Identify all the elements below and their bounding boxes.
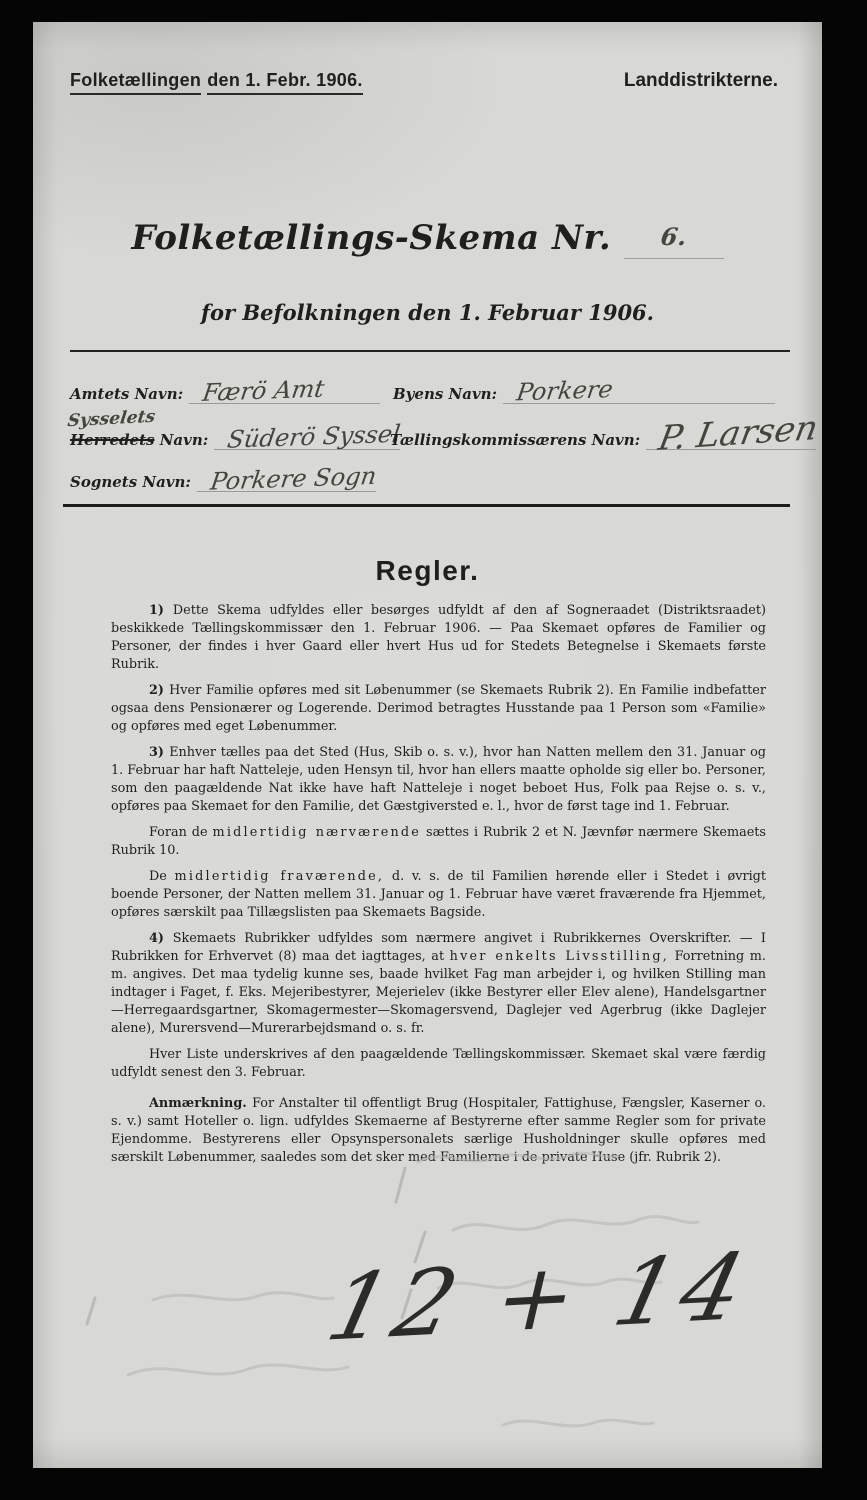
herredets-navn-label xyxy=(66,406,209,449)
herredets-label-suffix: Navn: xyxy=(159,431,209,449)
kommissaerens-navn-label: Tællingskommissærens Navn: xyxy=(390,431,641,449)
rules-paragraphs xyxy=(111,602,766,1175)
rule-paragraph: De midlertidig fraværende, d. v. s. de til Familien hørende eller i Stedet i øvrigt boende Personer, der Natten mellem 31. Januar og 1. Februar have været fraværende fra Hjemmet, opføres særskilt paa Tillægslisten paa Skemaets Bagside. xyxy=(111,869,767,920)
form-subtitle: for Befolkningen den 1. Februar 1906. xyxy=(201,300,654,325)
sognets-navn-label: Sognets Navn: xyxy=(70,473,191,491)
page-header xyxy=(70,70,778,92)
form-number-handwritten: 6. xyxy=(658,222,689,251)
byens-navn-handwritten-value: Porkere xyxy=(514,375,615,407)
sognets-navn-value-line xyxy=(197,461,379,496)
rules-heading: Regler. xyxy=(375,555,480,586)
sognets-navn-handwritten-value: Porkere Sogn xyxy=(208,461,379,496)
horizontal-rule-bottom xyxy=(63,504,790,507)
herredets-struck-word: Herredets xyxy=(70,431,155,449)
field-sognets-navn xyxy=(70,461,379,496)
herredets-navn-value-line xyxy=(214,419,403,454)
handwritten-sum: 12 + 14 xyxy=(317,1233,761,1362)
amtets-navn-label: Amtets Navn: xyxy=(70,385,184,403)
sysselets-handwritten-correction: Sysselets xyxy=(66,406,157,432)
kommissaerens-signature: P. Larsen xyxy=(655,408,822,459)
amtets-navn-value-line xyxy=(189,374,380,407)
kommissaerens-navn-value-line xyxy=(646,408,822,459)
field-amtets-navn xyxy=(70,374,380,407)
field-kommissaerens-navn xyxy=(390,408,822,459)
rule-paragraph: 2) Hver Familie opføres med sit Løbenummer (se Skemaets Rubrik 2). En Familie indbefatter ogsaa dens Pensionærer og Logerende. Derimod betragtes Husstande paa 1 Person som «Familie» og opføres med eget Løbenummer. xyxy=(111,683,766,734)
horizontal-rule-top xyxy=(70,350,790,352)
form-title-text: Folketællings-Skema Nr. xyxy=(131,218,612,258)
byens-navn-label: Byens Navn: xyxy=(393,385,498,403)
form-title xyxy=(33,218,822,259)
field-byens-navn xyxy=(393,374,775,407)
scanned-census-form-page xyxy=(33,22,822,1468)
rule-paragraph: 1) Dette Skema udfyldes eller besørges udfyldt af den af Sogneraadet (Distriktsraadet) beskikkede Tællingskommissær den 1. Februar 1906. — Paa Skemaet opføres de Familier og Personer, der findes i hver Gaard eller hvert Hus ud for Stedets Betegnelse i Skemaets første Rubrik. xyxy=(111,603,766,672)
rule-paragraph: 4) Skemaets Rubrikker udfyldes som nærmere angivet i Rubrikkernes Overskrifter. — I Rubrikken for Erhvervet (8) maa det iagttages, at hver enkelts Livsstilling, Forretning m. m. angives. Det maa tydelig kunne ses, baade hvilket Fag man arbejder i, og hvilken Stilling man indtager i Faget, f. Eks. Mejeribestyrer, Mejerielev (ikke Bestyrer eller Elev alene), Handelsgartner—Herregaardsgartner, Skomagermester—Skomagersvend, Daglejer ved Agerbrug (ikke Daglejer alene), Murersvend—Murerarbejdsmand o. s. fr. xyxy=(111,931,766,1036)
herredets-navn-handwritten-value: Süderö Syssel xyxy=(225,419,403,454)
header-left-title xyxy=(70,70,363,92)
byens-navn-value-line xyxy=(503,374,775,407)
field-herredets-navn xyxy=(66,406,403,454)
rule-paragraph: Anmærkning. For Anstalter til offentligt Brug (Hospitaler, Fattighuse, Fængsler, Kaserner o. s. v.) samt Hoteller o. lign. udfyldes Skemaerne af Bestyrerne efter samme Regler som for private Ejendomme. Bestyrerens eller Opsynspersonalets særlige Husholdninger skulle opføres med særskilt Løbenummer, saaledes som det sker med Familierne i de private Huse (jfr. Rubrik 2). xyxy=(111,1096,766,1165)
rule-paragraph: Foran de midlertidig nærværende sættes i Rubrik 2 et N. Jævnfør nærmere Skemaets Rubrik 10. xyxy=(111,825,766,858)
header-right-title: Landdistrikterne. xyxy=(623,70,778,91)
amtets-navn-handwritten-value: Færö Amt xyxy=(200,374,327,407)
header-left-word1: Folketællingen xyxy=(70,70,201,95)
rule-paragraph: 3) Enhver tælles paa det Sted (Hus, Skib o. s. v.), hvor han Natten mellem den 31. Januar og 1. Februar har haft Natteleje, uden Hensyn til, hvor han ellers maatte opholde sig eller bo. Personer, som den paagældende Nat ikke have haft Natteleje i noget beboet Hus, Folk paa Rejse o. s. v., opføres paa Skemaet for den Familie, det Gæstgiversted e. l., hvor de først tage ind 1. Februar. xyxy=(111,745,766,814)
header-left-word2: den 1. Febr. 1906. xyxy=(207,70,362,95)
form-number-line xyxy=(624,218,724,259)
rule-paragraph: Hver Liste underskrives af den paagældende Tællingskommissær. Skemaet skal være færdig udfyldt senest den 3. Februar. xyxy=(111,1047,766,1080)
